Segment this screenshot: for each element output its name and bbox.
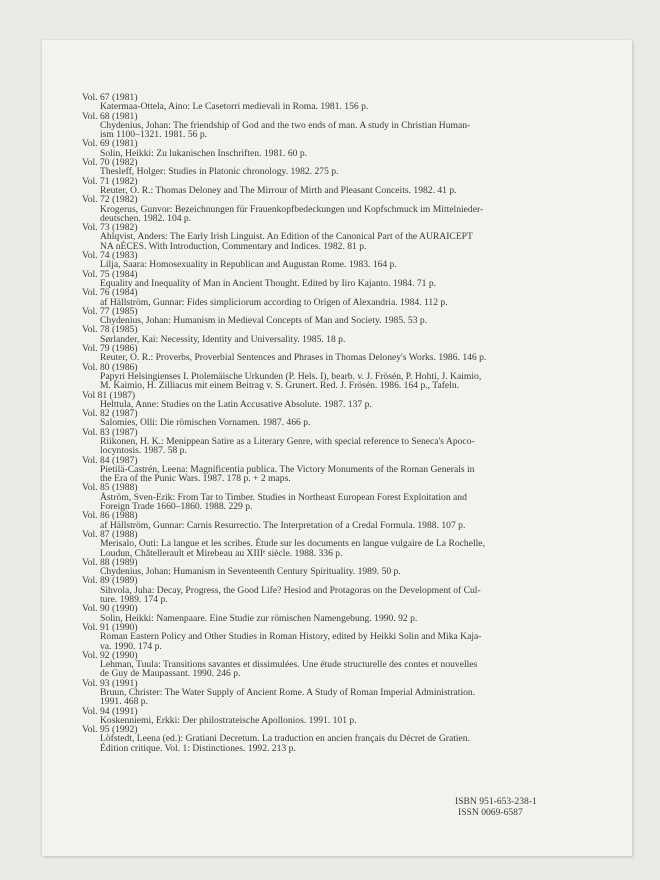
volume-entry <box>82 270 598 289</box>
volume-description <box>82 121 598 140</box>
identifier-block <box>455 796 537 818</box>
volume-number: Vol. 75 (1984) <box>82 268 138 280</box>
volume-number: Vol. 77 (1985) <box>82 305 138 317</box>
volume-entry <box>82 177 598 196</box>
volume-number: Vol. 95 (1992) <box>82 724 138 736</box>
volume-number: Vol. 74 (1983) <box>82 250 138 262</box>
description-line: Salomies, Olli: Die römischen Vornamen. 1987. 466 p. <box>100 417 311 429</box>
volume-number: Vol. 79 (1986) <box>82 343 138 355</box>
volume-entry <box>82 428 598 456</box>
volume-entry <box>82 456 598 484</box>
description-line: Katermaa-Ottela, Aino: Le Casetorri medievali in Roma. 1981. 156 p. <box>100 101 369 113</box>
description-line: Chydenius, Johan: The friendship of God and the two ends of man. A study in Christian Human- <box>100 119 471 131</box>
description-line: Reuter, O. R.: Proverbs, Proverbial Sentences and Phrases in Thomas Deloney's Works. 1986. 146 p. <box>100 352 487 364</box>
description-line: de Guy de Maupassant. 1990. 246 p. <box>100 668 241 680</box>
description-line: Ahlqvist, Anders: The Early Irish Linguist. An Edition of the Canonical Part of the AURAICEPT <box>100 231 473 243</box>
volume-description <box>82 614 598 623</box>
volume-entry <box>82 558 598 577</box>
volume-entry <box>82 707 598 726</box>
description-line: Solin, Heikki: Namenpaare. Eine Studie zur römischen Namengebung. 1990. 92 p. <box>100 612 418 624</box>
volume-number: Vol. 71 (1982) <box>82 175 138 187</box>
volume-description <box>82 521 598 530</box>
volume-description <box>82 567 598 576</box>
volume-description <box>82 586 598 605</box>
volume-number: Vol. 91 (1990) <box>82 621 138 633</box>
description-line: Chydenius, Johan: Humanism in Seventeenth Century Spirituality. 1989. 50 p. <box>100 566 401 578</box>
volume-number: Vol. 76 (1984) <box>82 287 138 299</box>
volume-number: Vol 81 (1987) <box>82 389 136 401</box>
volume-entry <box>82 288 598 307</box>
description-line: Bruun, Christer: The Water Supply of Ancient Rome. A Study of Roman Imperial Administration. <box>100 687 476 698</box>
description-line: Thesleff, Holger: Studies in Platonic chronology. 1982. 275 p. <box>100 166 339 178</box>
volume-number: Vol. 72 (1982) <box>82 194 138 206</box>
volume-entry <box>82 344 598 363</box>
description-line: 1991. 468 p. <box>100 696 148 708</box>
volume-number: Vol. 94 (1991) <box>82 705 138 717</box>
volume-entry <box>82 325 598 344</box>
volume-entry <box>82 725 598 753</box>
description-line: NA nÉCES. With Introduction, Commentary and Indices. 1982. 81 p. <box>100 240 367 252</box>
volume-description <box>82 400 598 409</box>
volume-description <box>82 372 598 391</box>
volume-description <box>82 632 598 651</box>
volume-entry <box>82 223 598 251</box>
volume-entry <box>82 391 598 410</box>
description-line: M. Kaimio, H. Zilliacus mit einem Beitrag v. S. Grunert. Red. J. Frösén. 1986. 164 p., Tafeln. <box>100 380 460 392</box>
description-line: va. 1990. 174 p. <box>100 640 162 652</box>
volume-entry <box>82 483 598 511</box>
description-line: Chydenius, Johan: Humanism in Medieval Concepts of Man and Society. 1985. 53 p. <box>100 315 428 327</box>
description-line: Merisalo, Outi: La langue et les scribes. Étude sur les documents en langue vulgaire de La Rochelle, <box>100 538 485 550</box>
volume-entry <box>82 409 598 428</box>
volume-entry <box>82 511 598 530</box>
description-line: ture. 1989. 174 p. <box>100 594 168 606</box>
volume-entry <box>82 93 598 112</box>
volume-entry <box>82 363 598 391</box>
description-line: Helttula, Anne: Studies on the Latin Accusative Absolute. 1987. 137 p. <box>100 398 372 410</box>
volume-entry <box>82 307 598 326</box>
description-line: af Hällström, Gunnar: Carnis Resurrectio. The Interpretation of a Credal Formula. 1988. 107 p. <box>100 519 466 531</box>
volume-description <box>82 734 598 753</box>
volume-description <box>82 335 598 344</box>
volume-description <box>82 279 598 288</box>
description-line: Roman Eastern Policy and Other Studies in Roman History, edited by Heikki Solin and Mika Kaja- <box>100 631 482 643</box>
volume-number: Vol. 84 (1987) <box>82 454 138 466</box>
volume-description <box>82 465 598 484</box>
volume-description <box>82 298 598 307</box>
description-line: Sørlander, Kai: Necessity, Identity and Universality. 1985. 18 p. <box>100 333 346 345</box>
volume-number: Vol. 90 (1990) <box>82 603 138 615</box>
volume-entry <box>82 158 598 177</box>
description-line: Loudun, Châtellerault et Mirebeau au XIIIᵉ siècle. 1988. 336 p. <box>100 547 343 559</box>
volume-number: Vol. 92 (1990) <box>82 649 138 661</box>
volume-description <box>82 688 598 707</box>
volume-entry <box>82 604 598 623</box>
volume-number: Vol. 87 (1988) <box>82 528 138 540</box>
description-line: af Hällström, Gunnar: Fides simpliciorum according to Origen of Alexandria. 1984. 112 p. <box>100 296 448 308</box>
volume-description <box>82 660 598 679</box>
description-line: Koskenniemi, Erkki: Der philostrateische Apollonios. 1991. 101 p. <box>100 714 357 726</box>
volume-number: Vol. 80 (1986) <box>82 361 138 373</box>
volume-description <box>82 260 598 269</box>
isbn-number: ISBN 951-653-238-1 <box>455 796 537 807</box>
volume-entry <box>82 623 598 651</box>
description-line: Lilja, Saara: Homosexuality in Republican and Augustan Rome. 1983. 164 p. <box>100 259 397 271</box>
volume-entry <box>82 679 598 707</box>
volume-number: Vol. 82 (1987) <box>82 408 138 420</box>
volume-entry <box>82 112 598 140</box>
volume-description <box>82 539 598 558</box>
description-line: Solin, Heikki: Zu lukanischen Inschriften. 1981. 60 p. <box>100 147 308 159</box>
volume-description <box>82 716 598 725</box>
description-line: deutschen. 1982. 104 p. <box>100 212 192 224</box>
volume-description <box>82 316 598 325</box>
volume-entry <box>82 139 598 158</box>
volume-number: Vol. 67 (1981) <box>82 92 138 103</box>
volume-number: Vol. 70 (1982) <box>82 157 138 169</box>
description-line: Equality and Inequality of Man in Ancient Thought. Edited by Iiro Kajanto. 1984. 71 p. <box>100 277 437 289</box>
volume-number: Vol. 85 (1988) <box>82 482 138 494</box>
description-line: Lehman, Tuula: Transitions savantes et dissimulées. Une étude structurelle des contes et nouvelles <box>100 659 478 671</box>
description-line: Riikonen, H. K.: Menippean Satire as a Literary Genre, with special reference to Seneca's Apoco- <box>100 435 475 447</box>
volume-description <box>82 149 598 158</box>
volume-entry <box>82 195 598 223</box>
description-line: Löfstedt, Leena (ed.): Gratiani Decretum. La traduction en ancien français du Décret de Gratien. <box>100 733 470 745</box>
volume-entry <box>82 530 598 558</box>
volume-number: Vol. 83 (1987) <box>82 426 138 438</box>
description-line: Papyri Helsingienses I. Ptolemäische Urkunden (P. Hels. I), bearb. v. J. Frösén, P. Hohti, J. Kaimio, <box>100 370 482 382</box>
description-line: Åström, Sven-Erik: From Tar to Timber. Studies in Northeast European Forest Exploitation and <box>100 491 467 503</box>
volume-number: Vol. 89 (1989) <box>82 575 138 587</box>
volume-entry <box>82 251 598 270</box>
volume-entry <box>82 576 598 604</box>
description-line: locyntosis. 1987. 58 p. <box>100 445 187 457</box>
description-line: Sihvola, Juha: Decay, Progress, the Good Life? Hesiod and Protagoras on the Development of Cul- <box>100 584 481 596</box>
volume-number: Vol. 68 (1981) <box>82 110 138 122</box>
volume-description <box>82 205 598 224</box>
description-line: Édition critique. Vol. 1: Distinctiones. 1992. 213 p. <box>100 742 296 754</box>
volume-description <box>82 353 598 362</box>
volume-description <box>82 232 598 251</box>
description-line: Foreign Trade 1660–1860. 1988. 229 p. <box>100 501 253 513</box>
volume-number: Vol. 73 (1982) <box>82 222 138 234</box>
volume-listing <box>82 93 598 753</box>
volume-number: Vol. 93 (1991) <box>82 677 138 689</box>
volume-number: Vol. 78 (1985) <box>82 324 138 336</box>
volume-number: Vol. 88 (1989) <box>82 556 138 568</box>
issn-number: ISSN 0069-6587 <box>458 807 523 818</box>
description-line: Pietilä-Castrén, Leena: Magnificentia publica. The Victory Monuments of the Roman Generals in <box>100 463 475 475</box>
description-line: ism 1100–1321. 1981. 56 p. <box>100 129 208 141</box>
volume-description <box>82 418 598 427</box>
volume-description <box>82 437 598 456</box>
description-line: the Era of the Punic Wars. 1987. 178 p. + 2 maps. <box>100 473 291 485</box>
volume-entry <box>82 651 598 679</box>
description-line: Reuter, O. R.: Thomas Deloney and The Mirrour of Mirth and Pleasant Conceits. 1982. 41 p. <box>100 184 457 196</box>
volume-description <box>82 102 598 111</box>
volume-number: Vol. 86 (1988) <box>82 510 138 522</box>
volume-description <box>82 493 598 512</box>
description-line: Krogerus, Gunvor: Bezeichnungen für Frauenkopfbedeckungen und Kopfschmuck im Mittelnieder- <box>100 203 484 215</box>
volume-description <box>82 167 598 176</box>
volume-description <box>82 186 598 195</box>
volume-number: Vol. 69 (1981) <box>82 138 138 150</box>
